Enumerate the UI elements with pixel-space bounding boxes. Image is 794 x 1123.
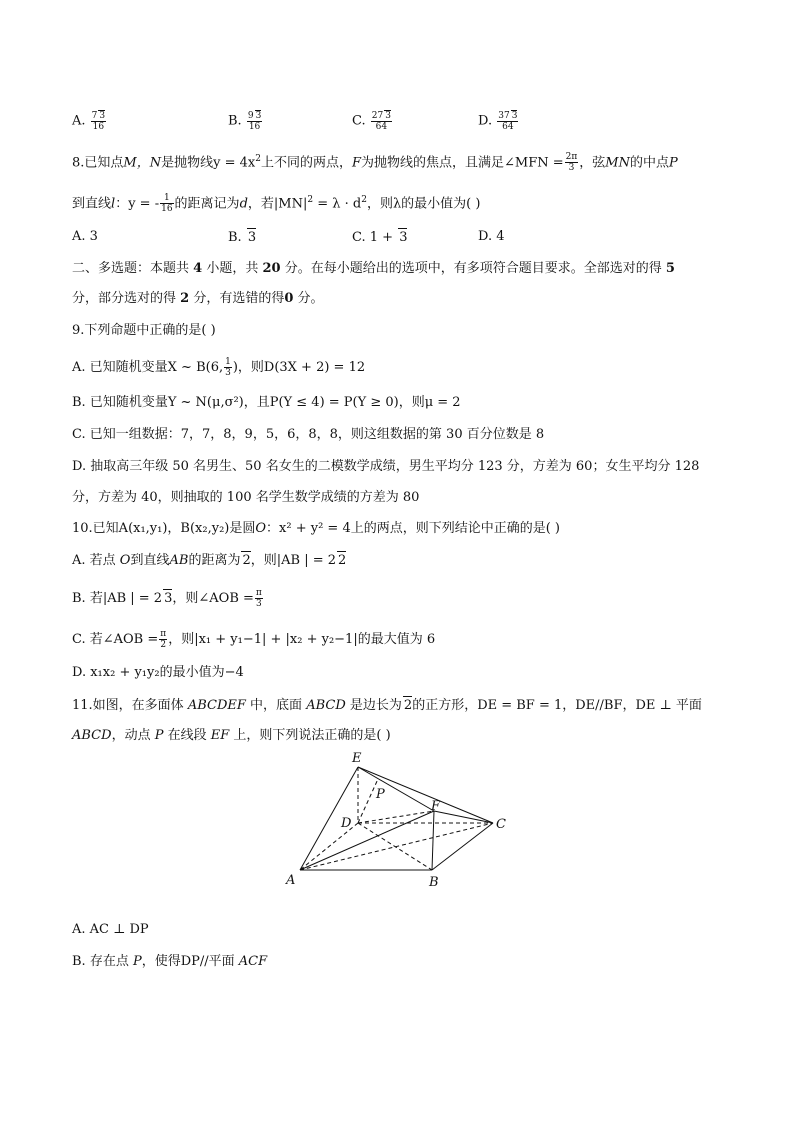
q10-option-b: B. 若|AB | = 2 3，则∠AOB = $\frac{\pi}{3}$: [72, 588, 262, 609]
section2-heading-line2: 分，部分选对的得 2 分，有选错的得0 分。: [72, 291, 324, 306]
label-D: D: [341, 816, 352, 831]
q8-stem-line1: 8.已知点M，N是抛物线$y = 4x^2$上不同的两点，F为抛物线的焦点，且满足∠MFN = $\frac{2\pi}{3}$ ，弦MN的中点P: [72, 152, 678, 174]
q9-option-a: A. 已知随机变量X ~ B(6, $\frac{1}{3}$ )，则D(3X + 2) = 12: [72, 357, 366, 378]
edge-FC: [434, 811, 493, 823]
q8-option-c: C. 1 + 3: [352, 230, 408, 245]
q8-option-a: A. 3: [72, 229, 98, 244]
q8-option-b: B. 3: [228, 230, 257, 245]
q11-stem-line1: 11.如图，在多面体 ABCDEF 中，底面 ABCD 是边长为 2的正方形，DE = BF = 1，DE//BF，DE ⊥ 平面: [72, 698, 702, 713]
q9-option-d-line1: D. 抽取高三年级 50 名男生、50 名女生的二模数学成绩，男生平均分 123 分，方差为 60；女生平均分 128: [72, 459, 700, 474]
edge-DF: [358, 811, 434, 823]
edge-FB: [432, 811, 434, 870]
edge-EF: [358, 767, 434, 811]
q9-option-d-line2: 分，方差为 40，则抽取的 100 名学生数学成绩的方差为 80: [72, 490, 420, 505]
q11-option-b: B. 存在点 P，使得DP//平面 ACF: [72, 954, 268, 969]
edge-FA: [300, 811, 434, 870]
q7-option-b: B. $\frac{9 3}{16}$: [228, 111, 262, 132]
label-A: A: [286, 873, 296, 888]
q7-option-d: D. $\frac{37 3}{64}$: [478, 111, 518, 132]
q10-option-d: D. x₁x₂ + y₁y₂的最小值为−4: [72, 665, 244, 680]
section2-heading-line1: 二、多选题：本题共 4 小题，共 20 分。在每小题给出的选项中，有多项符合题目要求。全部选对的得 5: [72, 261, 675, 276]
q7-option-c: C. $\frac{27 3}{64}$: [352, 111, 391, 132]
edge-DB: [358, 823, 432, 870]
q11-stem-line2: ABCD，动点 P 在线段 EF 上，则下列说法正确的是( ): [72, 728, 391, 743]
label-F: F: [431, 799, 441, 814]
q11-option-a: A. AC ⊥ DP: [72, 922, 149, 937]
q10-stem: 10.已知A(x₁,y₁)，B(x₂,y₂)是圆O：x² + y² = 4上的两点，则下列结论中正确的是( ): [72, 521, 561, 536]
polyhedron-figure: [280, 748, 520, 898]
edge-BC: [432, 823, 493, 870]
label-B: B: [429, 875, 439, 890]
edge-DP: [358, 779, 378, 823]
q8-option-d: D. 4: [478, 229, 505, 244]
q9-option-c: C. 已知一组数据：7，7，8，9，5，6，8，8，则这组数据的第 30 百分位数是 8: [72, 427, 545, 442]
label-P: P: [376, 787, 385, 802]
q10-option-a: A. 若点 O到直线AB的距离为 2，则|AB | = 2 2: [72, 553, 347, 568]
q9-option-b: B. 已知随机变量Y ~ N(μ,σ²)，且P(Y ≤ 4) = P(Y ≥ 0)，则μ = 2: [72, 395, 461, 410]
q8-stem-line2: 到直线l：y = - $\frac{1}{16}$ 的距离记为d，若$|MN|^2 = \lambda \cdot d^2$，则λ的最小值为( ): [72, 193, 481, 215]
q10-option-c: C. 若∠AOB = $\frac{\pi}{2}$ ，则|x₁ + y₁−1| + |x₂ + y₂−1|的最大值为 6: [72, 629, 436, 650]
label-C: C: [496, 817, 506, 832]
q7-option-a: A. $\frac{7 3}{16}$: [72, 111, 106, 132]
label-E: E: [352, 751, 362, 766]
q9-stem: 9.下列命题中正确的是( ): [72, 323, 216, 338]
